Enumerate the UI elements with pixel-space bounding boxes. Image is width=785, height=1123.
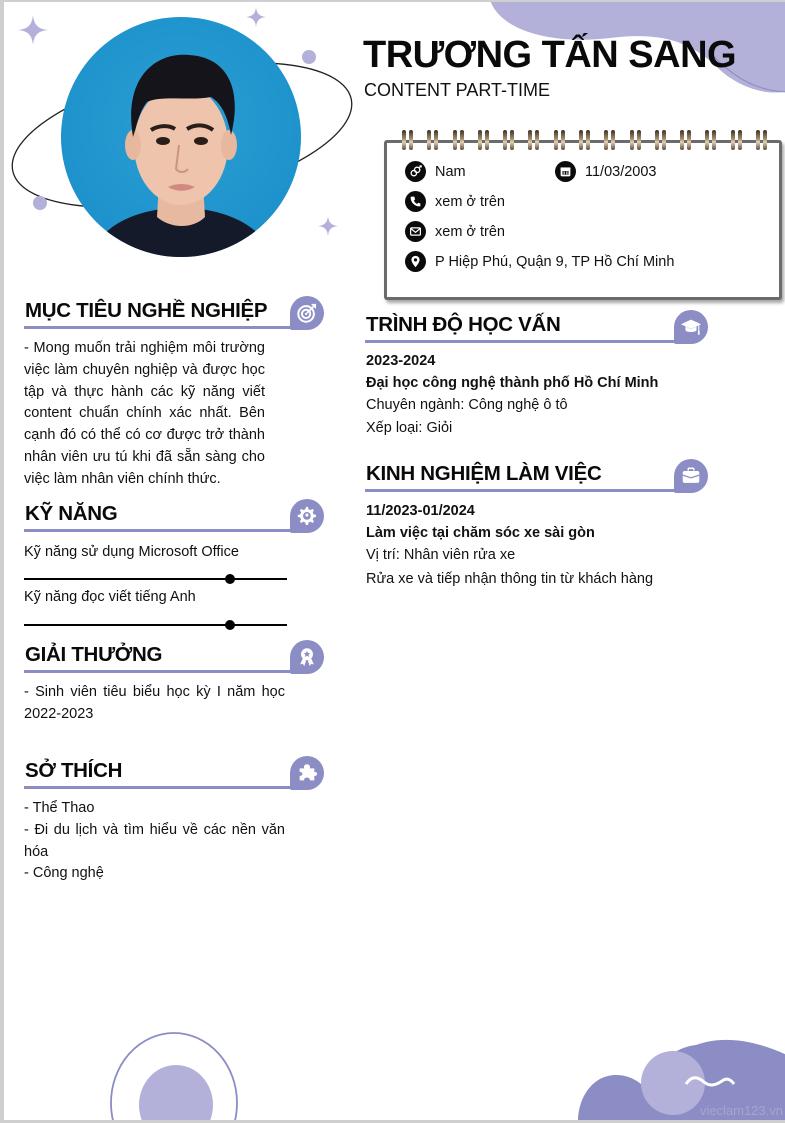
objective-title: MỤC TIÊU NGHỀ NGHIỆP [25,299,268,322]
experience-section-header [366,462,601,486]
target-icon [290,296,324,330]
education-school: Đại học công nghệ thành phố Hồ Chí Minh [366,375,659,391]
hobbies-title: SỞ THÍCH [25,759,123,782]
education-rank: Xếp loại: Giỏi [366,420,453,436]
objective-text: - Mong muốn trải nghiệm môi trường việc làm chuyên nghiệp và được học tập và thực hành các kỹ năng viết content chuẩn chính xác nhất. Bên cạnh đó có thể có cơ được trở thành nhân viên ưu tú khi đã sẵn sàng cho việc làm nhân viên chính thức. [24,340,265,487]
section-divider [365,340,680,343]
section-divider [24,529,304,532]
briefcase-icon [674,459,708,493]
experience-title: KINH NGHIỆM LÀM VIỆC [366,462,602,485]
section-divider [24,786,304,789]
mail-icon [405,221,426,242]
skill-level-track [24,624,287,626]
contact-address [405,251,674,272]
location-pin-icon [405,251,426,272]
skill-level-knob [225,620,235,630]
gear-icon [290,499,324,533]
phone-value: xem ở trên [435,193,505,210]
contact-phone [405,191,505,212]
contact-card [382,130,785,302]
gender-value: Nam [435,163,466,180]
education-period: 2023-2024 [366,353,436,369]
education-major: Chuyên ngành: Công nghệ ô tô [366,397,568,413]
education-title: TRÌNH ĐỘ HỌC VẤN [366,313,561,336]
skill-level-track [24,578,287,580]
watermark: vieclam123.vn [699,1103,783,1118]
award-ribbon-icon [290,640,324,674]
email-value: xem ở trên [435,223,505,240]
hobbies-text: - Thể Thao - Đi du lịch và tìm hiểu về các nền văn hóa - Công nghệ [24,800,285,882]
candidate-role: CONTENT PART-TIME [364,80,551,100]
section-divider [24,670,304,673]
skill-item-label: Kỹ năng đọc viết tiếng Anh [24,589,196,605]
gender-icon [405,161,426,182]
experience-description: Rửa xe và tiếp nhận thông tin từ khách hàng [366,571,654,587]
section-divider [365,489,680,492]
phone-icon [405,191,426,212]
contact-birthday [555,161,657,182]
experience-company: Làm việc tại chăm sóc xe sài gòn [366,525,595,541]
spiral-binding [400,130,770,152]
sparkle-icon [18,15,48,45]
section-divider [24,326,304,329]
profile-photo [61,17,301,257]
hobbies-section-header [25,759,122,783]
skills-title: KỸ NĂNG [25,502,118,525]
address-value: P Hiệp Phú, Quận 9, TP Hồ Chí Minh [435,253,675,270]
candidate-name: TRƯƠNG TẤN SANG [363,34,737,76]
experience-position: Vị trí: Nhân viên rửa xe [366,547,516,563]
awards-section-header [25,643,162,667]
contact-gender [405,161,466,182]
experience-period: 11/2023-01/2024 [366,503,475,519]
sparkle-icon [318,216,338,236]
cv-page [4,2,785,1120]
graduation-cap-icon [674,310,708,344]
skill-level-knob [225,574,235,584]
calendar-icon [555,161,576,182]
birthday-value: 11/03/2003 [585,163,657,180]
decorative-dot [302,50,316,64]
education-section-header [366,313,561,337]
decorative-dot [33,196,47,210]
awards-title: GIẢI THƯỞNG [25,643,163,666]
sparkle-icon [246,7,266,27]
skill-item-label: Kỹ năng sử dụng Microsoft Office [24,544,239,560]
decorative-bottom-circles [104,1030,244,1120]
skills-section-header [25,502,117,526]
awards-text: - Sinh viên tiêu biểu học kỳ I năm học 2022-2023 [24,684,285,722]
contact-email [405,221,505,242]
puzzle-icon [290,756,324,790]
objective-section-header [25,299,267,323]
